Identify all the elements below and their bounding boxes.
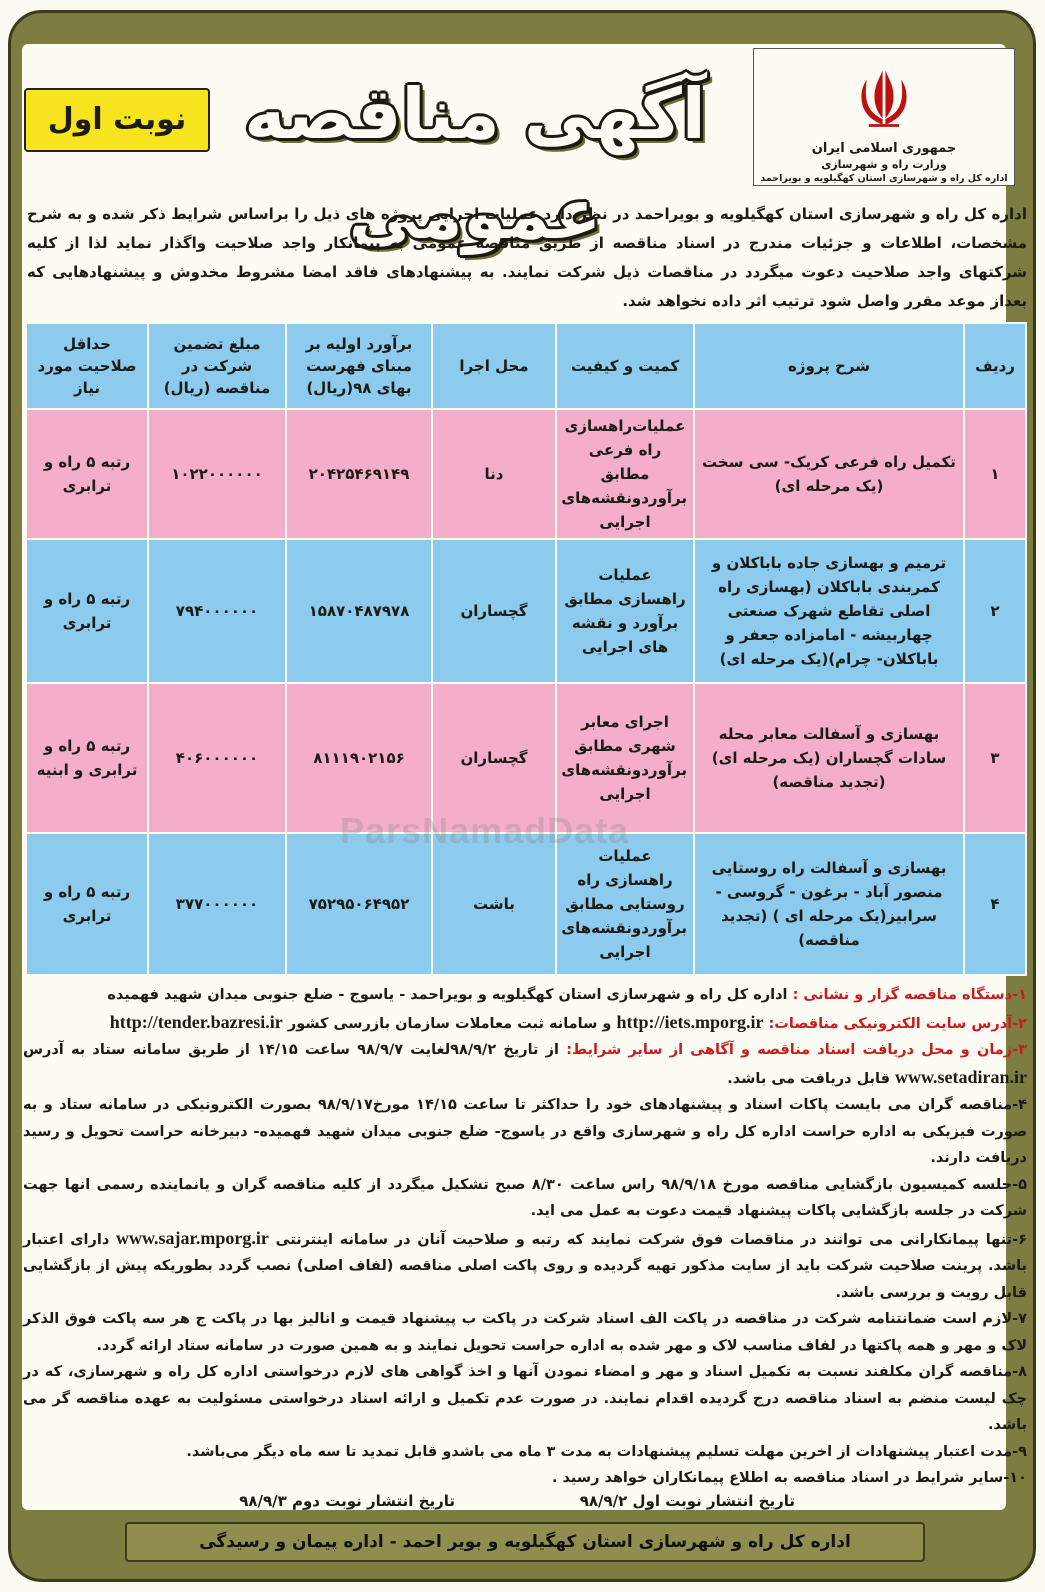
project-location: گچساران	[432, 539, 556, 683]
clause-8: ۸-مناقصه گران مکلفند نسبت به تکمیل اسناد و مهر و امضاء نمودن آنها و اخذ گواهی های لازم درخواستی اداره کل راه و شهرسازی، که در چک لیست منضم به اسناد مناقصه درج گردیده اقدام نمایند. در صورت عدم تکمیل و ارائه اسناد درخواستی مسئولیت به عهده مناقصه گر می باشد.	[23, 1364, 1027, 1433]
project-estimate: ۱۵۸۷۰۴۸۷۹۷۸	[286, 539, 432, 683]
clause-1	[23, 982, 1027, 1009]
project-estimate: ۲۰۴۲۵۴۶۹۱۴۹	[286, 409, 432, 539]
clause-6-text-b: دارای اعتبار باشد. پرینت صلاحیت شرکت باید از سایت مذکور تهیه گردیده و روی پاکت اصلی مناقصه (لفاف اصلی) نصب گردد بطوریکه پیش از بازگشایی قابل رویت و بررسی باشد.	[23, 1231, 1027, 1301]
project-guarantee: ۱۰۲۲۰۰۰۰۰۰	[148, 409, 286, 539]
iets-link[interactable]: http://iets.mporg.ir	[616, 1011, 764, 1032]
project-guarantee: ۳۷۷۰۰۰۰۰۰	[148, 833, 286, 975]
header-qualification: حداقل صلاحیت مورد نیاز	[26, 323, 148, 409]
header-project-description: شرح پروژه	[694, 323, 964, 409]
row-number: ۴	[964, 833, 1026, 975]
header-guarantee: مبلغ تضمین شرکت در مناقصه (ریال)	[148, 323, 286, 409]
first-publish-date: تاریخ انتشار نوبت اول ۹۸/۹/۲	[579, 1492, 795, 1510]
footer-banner: اداره کل راه و شهرسازی استان کهگیلویه و بویر احمد - اداره پیمان و رسیدگی	[125, 1522, 925, 1562]
notice-title: آگهی مناقصه عمومی	[244, 73, 706, 255]
header-row-number: ردیف	[964, 323, 1026, 409]
clause-2-label: ۲-آدرس سایت الکترونیکی مناقصات:	[768, 1015, 1027, 1032]
project-qualification: رتبه ۵ راه و ترابری	[26, 409, 148, 539]
row-number: ۳	[964, 683, 1026, 833]
emblem-ministry-label: وزارت راه و شهرسازی	[821, 158, 947, 171]
clause-1-text: اداره کل راه و شهرسازی استان کهگیلویه و بویراحمد - یاسوج - ضلع جنوبی میدان شهید فهمیده	[107, 987, 788, 1003]
round-badge: نوبت اول	[24, 88, 210, 152]
ministry-emblem-box	[753, 48, 1015, 186]
project-qualification: رتبه ۵ راه و ترابری و ابنیه	[26, 683, 148, 833]
project-description: ترمیم و بهسازی جاده باباکلان و کمربندی باباکلان (بهسازی راه اصلی تقاطع شهرک صنعتی چهاربیشه - امامزاده جعفر و باباکلان- چرام)(یک مرحله ای)	[694, 539, 964, 683]
project-quantity: عملیات‌راهسازی راه فرعی مطابق برآوردونقشه‌های اجرایی	[556, 409, 694, 539]
row-number: ۲	[964, 539, 1026, 683]
project-guarantee: ۷۹۴۰۰۰۰۰۰	[148, 539, 286, 683]
project-qualification: رتبه ۵ راه و ترابری	[26, 539, 148, 683]
project-description: بهسازی و آسفالت راه روستایی منصور آباد - برغون - گروسی - سرابیز(یک مرحله ای ) (تجدید مناقصه)	[694, 833, 964, 975]
table-header-row	[26, 323, 1026, 409]
project-quantity: عملیات راهسازی راه روستایی مطابق برآوردونقشه‌های اجرایی	[556, 833, 694, 975]
clause-4: ۴-مناقصه گران می بایست پاکات اسناد و پیشنهادهای خود را حداکثر تا ساعت ۱۴/۱۵ مورخ۹۸/۹/۱۷ بصورت الکترونیکی در سامانه ستاد و به صورت فیزیکی به اداره حراست اداره کل راه و شهرسازی واقع در یاسوج- ضلع جنوبی میدان شهید فهمیده- دبیرخانه حراست تحویل و رسید دریافت دارند.	[23, 1097, 1027, 1166]
second-publish-date: تاریخ انتشار نوبت دوم ۹۸/۹/۳	[239, 1492, 455, 1510]
header-location: محل اجرا	[432, 323, 556, 409]
project-qualification: رتبه ۵ راه و ترابری	[26, 833, 148, 975]
clause-2-text: و سامانه ثبت معاملات سازمان بازرسی کشور	[287, 1015, 612, 1032]
project-location: گچساران	[432, 683, 556, 833]
clause-6-text-a: ۶-تنها پیمانکارانی می توانند در مناقصات فوق شرکت نمایند که رتبه و صلاحیت آنان در سامانه اینترنتی	[275, 1231, 1027, 1248]
project-estimate: ۸۱۱۱۹۰۲۱۵۶	[286, 683, 432, 833]
watermark: ParsNamadData	[340, 810, 630, 851]
clauses-list	[23, 982, 1027, 1492]
bazresi-link[interactable]: http://tender.bazresi.ir	[109, 1011, 283, 1032]
project-quantity: عملیات راهسازی مطابق برآورد و نقشه های اجرایی	[556, 539, 694, 683]
clause-3-label: ۳-زمان و محل دریافت اسناد مناقصه و آگاهی از سایر شرایط:	[566, 1042, 1028, 1058]
clause-10: ۱۰-سایر شرایط در اسناد مناقصه به اطلاع پیمانکاران خواهد رسید .	[551, 1470, 1027, 1486]
intro-paragraph: اداره کل راه و شهرسازی استان کهگیلویه و بویراحمد در نظر دارد عملیات اجرایی پروژه های ذیل را براساس شرایط ذکر شده و به شرح مشخصات، اطلاعات و جزئیات مندرج در اسناد مناقصه از طریق مناقصه عمومی به پیمانکار واجد صلاحیت واگذار نماید لذا از کلیه شرکتهای واجد صلاحیت دعوت میگردد در مناقصات ذیل شرکت نمایند. به پیشنهادهای فاقد امضا مشروط مخدوش و پیشنهادهایی که بعداز موعد مقرر واصل شود ترتیب اثر داده نخواهد شد.	[27, 205, 1027, 310]
project-quantity: اجرای معابر شهری مطابق برآوردونقشه‌های اجرایی	[556, 683, 694, 833]
emblem-republic-label: جمهوری اسلامی ایران	[811, 141, 957, 156]
project-estimate: ۷۵۲۹۵۰۶۴۹۵۲	[286, 833, 432, 975]
clause-3-end: قابل دریافت می باشد.	[727, 1070, 890, 1087]
clause-7: ۷-لازم است ضمانتنامه شرکت در مناقصه در پاکت الف اسناد شرکت در پاکت ب پیشنهاد قیمت و انالیز بها در پاکت ج هر سه پاکت فوق الذکر لاک و مهر و همه پاکتها در لفاف مناسب لاک و مهر شده به اداره حراست تحویل نمایند و به همین صورت در سامانه ستاد ارائه گردد.	[23, 1311, 1027, 1354]
project-location: باشت	[432, 833, 556, 975]
table-row	[26, 539, 1026, 683]
sajar-link[interactable]: www.sajar.mporg.ir	[116, 1227, 269, 1248]
setadiran-link[interactable]: www.setadiran.ir	[895, 1066, 1027, 1087]
clause-6	[23, 1225, 1027, 1307]
emblem-office-label: اداره کل راه و شهرسازی استان کهگیلویه و بویراحمد	[760, 173, 1008, 184]
header-quantity-quality: کمیت و کیفیت	[556, 323, 694, 409]
project-description: بهسازی و آسفالت معابر محله سادات گچساران (یک مرحله ای) (تجدید مناقصه)	[694, 683, 964, 833]
table-row	[26, 409, 1026, 539]
projects-table	[25, 322, 1027, 976]
row-number: ۱	[964, 409, 1026, 539]
clause-3	[23, 1037, 1027, 1092]
clause-1-label: ۱-دستگاه مناقصه گزار و نشانی :	[792, 987, 1027, 1003]
clause-5: ۵-جلسه کمیسیون بازگشایی مناقصه مورخ ۹۸/۹/۱۸ راس ساعت ۸/۳۰ صبح تشکیل میگردد از کلیه مناقصه گران و یانماینده رسمی انها جهت شرکت در جلسه بازگشایی پاکات پیشنهاد قیمت دعوت به عمل می اید.	[23, 1176, 1027, 1219]
header-estimate: برآورد اولیه بر مبنای فهرست بهای ۹۸(ریال)	[286, 323, 432, 409]
clause-3-text: از تاریخ ۹۸/۹/۲لغایت ۹۸/۹/۷ ساعت ۱۴/۱۵ از طریق سامانه ستاد به آدرس	[23, 1042, 559, 1058]
project-guarantee: ۴۰۶۰۰۰۰۰۰	[148, 683, 286, 833]
project-location: دنا	[432, 409, 556, 539]
project-description: تکمیل راه فرعی کریک- سی سخت (یک مرحله ای)	[694, 409, 964, 539]
table-row	[26, 833, 1026, 975]
iran-emblem-icon	[846, 59, 922, 135]
clause-9: ۹-مدت اعتبار پیشنهادات از اخرین مهلت تسلیم پیشنهادات به مدت ۳ ماه می باشدو قابل تمدید تا سه ماه دیگر می‌باشد.	[186, 1443, 1027, 1460]
clause-2	[23, 1009, 1027, 1038]
